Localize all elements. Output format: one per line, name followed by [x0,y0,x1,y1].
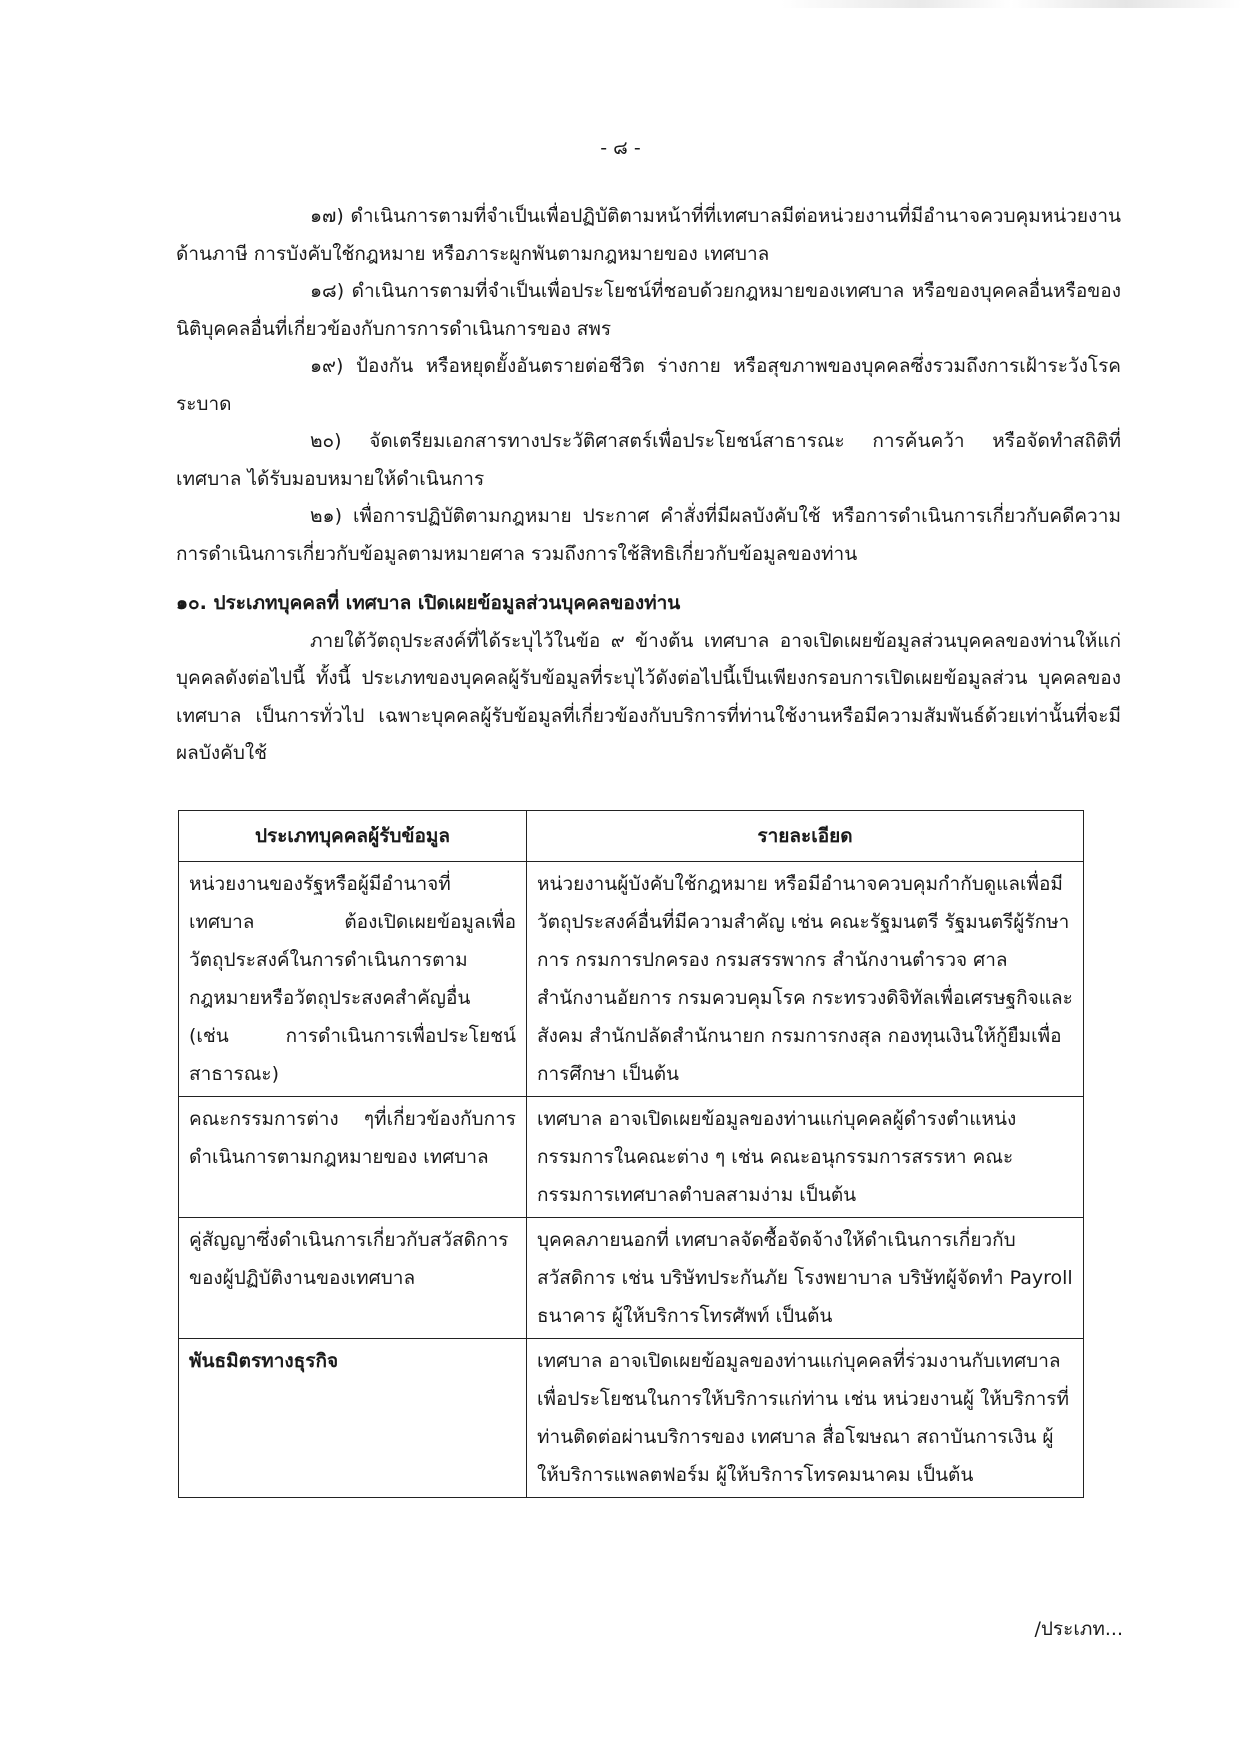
recipient-type-cell: คู่สัญญาซึ่งดำเนินการเกี่ยวกับสวัสดิการ ของผู้ปฏิบัติงานของเทศบาล [179,1218,527,1339]
paragraph-item-18: ๑๘) ดำเนินการตามที่จำเป็นเพื่อประโยชน์ที่ชอบด้วยกฎหมายของเทศบาล หรือของบุคคลอื่นหรือของนิติบุคคลอื่นที่เกี่ยวข้องกับการการดำเนินการของ สพร [176,280,1121,340]
recipient-type-cell: คณะกรรมการต่าง ๆที่เกี่ยวข้องกับการดำเนินการตามกฎหมายของ เทศบาล [179,1097,527,1218]
section-10-intro: ภายใต้วัตถุประสงค์ที่ได้ระบุไว้ในข้อ ๙ ข้างต้น เทศบาล อาจเปิดเผยข้อมูลส่วนบุคคลของท่านให้แก่ บุคคลดังต่อไปนี้ ทั้งนี้ ประเภทของบุคคลผู้รับข้อมูลที่ระบุไว้ดังต่อไปนี้เป็นเพียงกรอบการเปิดเผยข้อมูลส่วน บุคคลของ เทศบาล เป็นการทั่วไป เฉพาะบุคคลผู้รับข้อมูลที่เกี่ยวข้องกับบริการที่ท่านใช้งานหรือมีความสัมพันธ์ด้วยเท่านั้นที่จะมีผลบังคับใช้ [176,629,1121,764]
paragraph-item-17: ๑๗) ดำเนินการตามที่จำเป็นเพื่อปฏิบัติตามหน้าที่ที่เทศบาลมีต่อหน่วยงานที่มีอำนาจควบคุมหน่วยงานด้านภาษี การบังคับใช้กฎหมาย หรือภาระผูกพันตามกฎหมายของ เทศบาล [176,205,1121,265]
table-row [179,1339,1084,1498]
paragraph-item-19: ๑๙) ป้องกัน หรือหยุดยั้งอันตรายต่อชีวิต ร่างกาย หรือสุขภาพของบุคคลซึ่งรวมถึงการเฝ้าระวังโรคระบาด [176,355,1121,415]
recipient-type-cell: พันธมิตรทางธุรกิจ [179,1339,527,1498]
page-number: - ๘ - [600,137,641,159]
table-header-details: รายละเอียด [527,811,1084,862]
recipient-detail-cell: บุคคลภายนอกที่ เทศบาลจัดซื้อจัดจ้างให้ดำเนินการเกี่ยวกับสวัสดิการ เช่น บริษัทประกันภัย โรงพยาบาล บริษัทผู้จัดทำ Payroll ธนาคาร ผู้ให้บริการโทรศัพท์ เป็นต้น [527,1218,1084,1339]
recipient-detail-cell: หน่วยงานผู้บังคับใช้กฎหมาย หรือมีอำนาจควบคุมกำกับดูแลเพื่อมีวัตถุประสงค์อื่นที่มีความสำคัญ เช่น คณะรัฐมนตรี รัฐมนตรีผู้รักษาการ กรมการปกครอง กรมสรรพากร สำนักงานตำรวจ ศาล สำนักงานอัยการ กรมควบคุมโรค กระทรวงดิจิทัลเพื่อเศรษฐกิจและสังคม สำนักปลัดสำนักนายก กรมการกงสุล กองทุนเงินให้กู้ยืมเพื่อการศึกษา เป็นต้น [527,862,1084,1097]
table-header-recipient-type: ประเภทบุคคลผู้รับข้อมูล [179,811,527,862]
scan-edge-artifact [781,0,1241,8]
document-body [176,198,1121,773]
recipient-type-cell: หน่วยงานของรัฐหรือผู้มีอำนาจที่เทศบาล ต้องเปิดเผยข้อมูลเพื่อวัตถุประสงค์ในการดำเนินการตามกฎหมายหรือวัตถุประสงคสำคัญอื่น (เช่น การดำเนินการเพื่อประโยชน์สาธารณะ) [179,862,527,1097]
paragraph-item-21: ๒๑) เพื่อการปฏิบัติตามกฎหมาย ประกาศ คำสั่งที่มีผลบังคับใช้ หรือการดำเนินการเกี่ยวกับคดีความ การดำเนินการเกี่ยวกับข้อมูลตามหมายศาล รวมถึงการใช้สิทธิเกี่ยวกับข้อมูลของท่าน [176,505,1121,565]
table-header-row [179,811,1084,862]
recipient-detail-cell: เทศบาล อาจเปิดเผยข้อมูลของท่านแก่บุคคลที่ร่วมงานกับเทศบาล เพื่อประโยชนในการให้บริการแก่ท่าน เช่น หน่วยงานผู้ ให้บริการที่ท่านติดต่อผ่านบริการของ เทศบาล สื่อโฆษณา สถาบันการเงิน ผู้ให้บริการแพลตฟอร์ม ผู้ให้บริการโทรคมนาคม เป็นต้น [527,1339,1084,1498]
recipient-types-table [178,810,1084,1498]
recipient-detail-cell: เทศบาล อาจเปิดเผยข้อมูลของท่านแก่บุคคลผู้ดำรงตำแหน่งกรรมการในคณะต่าง ๆ เช่น คณะอนุกรรมการสรรหา คณะกรรมการเทศบาลตำบลสามง่าม เป็นต้น [527,1097,1084,1218]
paragraph-item-20: ๒๐) จัดเตรียมเอกสารทางประวัติศาสตร์เพื่อประโยชน์สาธารณะ การค้นคว้า หรือจัดทำสถิติที่เทศบาล ได้รับมอบหมายให้ดำเนินการ [176,430,1121,490]
section-10-heading: ๑๐. ประเภทบุคคลที่ เทศบาล เปิดเผยข้อมูลส่วนบุคคลของท่าน [176,592,681,614]
table-row [179,1097,1084,1218]
table-row [179,862,1084,1097]
continuation-marker: /ประเภท... [1034,1618,1123,1640]
table-row [179,1218,1084,1339]
